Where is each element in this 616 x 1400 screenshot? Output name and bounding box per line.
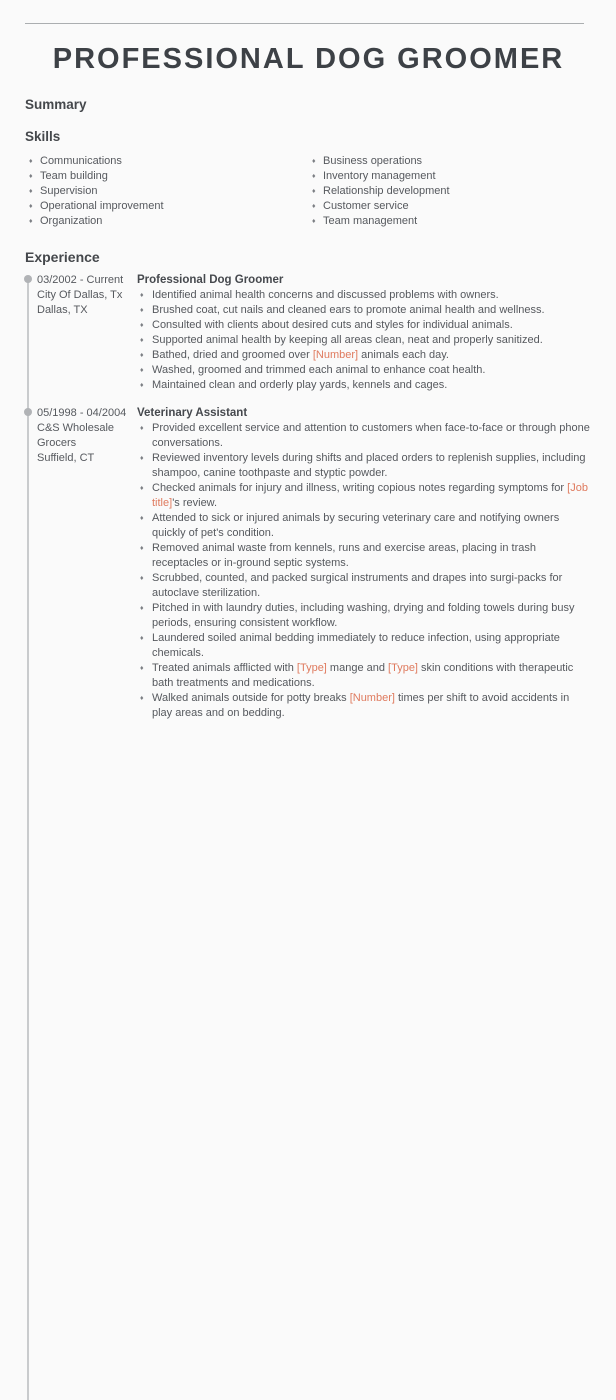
experience-heading: Experience [25,249,100,266]
skill-item: ♦ Team building [25,169,308,184]
job-bullet: ♦ Pitched in with laundry duties, including washing, drying and folding towels during busy periods, ensuring consistent workflow. [137,601,592,631]
job-bullet: ♦ Brushed coat, cut nails and cleaned ears to promote animal health and wellness. [137,303,592,318]
skills-list [25,154,592,229]
job-employer: City Of Dallas, Tx [37,289,123,302]
job-bullet-list [137,288,592,393]
skill-item: ♦ Relationship development [308,184,573,199]
header-divider [25,23,584,24]
job-details [137,406,592,721]
placeholder-token: [Type] [296,662,327,675]
job-bullet: ♦ Identified animal health concerns and discussed problems with owners. [137,288,592,303]
skill-item: ♦ Inventory management [308,169,573,184]
job-bullet-list [137,421,592,721]
job-location: Suffield, CT [37,452,95,465]
job-title: Veterinary Assistant [137,407,248,420]
skills-column-2 [308,154,573,229]
job-dates: 05/1998 - 04/2004 [37,407,127,420]
summary-heading: Summary [25,97,87,113]
timeline-dot [24,408,32,416]
job-bullet: ♦ Scrubbed, counted, and packed surgical instruments and drapes into surgi-packs for autoclave sterilization. [137,571,592,601]
job-dates: 03/2002 - Current [37,274,124,287]
skills-heading: Skills [25,129,61,145]
job-bullet: ♦ Checked animals for injury and illness, writing copious notes regarding symptoms for [Job title]'s review. [137,481,592,511]
job-meta [37,406,137,721]
placeholder-token: [Job title] [152,482,588,510]
job-bullet: ♦ Attended to sick or injured animals by securing veterinary care and notifying owners quickly of pet's condition. [137,511,592,541]
job-location: Dallas, TX [37,304,88,317]
skill-item: ♦ Customer service [308,199,573,214]
job-bullet: ♦ Washed, groomed and trimmed each animal to enhance coat health. [137,363,592,378]
job-bullet: ♦ Maintained clean and orderly play yards, kennels and cages. [137,378,592,393]
resume-document [0,23,616,721]
job-meta [37,273,137,393]
skill-item: ♦ Team management [308,214,573,229]
placeholder-token: [Number] [349,692,395,705]
skills-column-1 [25,154,308,229]
skill-item: ♦ Operational improvement [25,199,308,214]
skill-item: ♦ Organization [25,214,308,229]
job-bullet: ♦ Laundered soiled animal bedding immediately to reduce infection, using appropriate chemicals. [137,631,592,661]
job-bullet: ♦ Provided excellent service and attention to customers when face-to-face or through phone conversations. [137,421,592,451]
resume-title: PROFESSIONAL DOG GROOMER [52,43,565,75]
skill-item: ♦ Supervision [25,184,308,199]
job-bullet: ♦ Treated animals afflicted with [Type] mange and [Type] skin conditions with therapeutic bath treatments and medications. [137,661,592,691]
job-bullet: ♦ Bathed, dried and groomed over [Number] animals each day. [137,348,592,363]
timeline-dot [24,275,32,283]
job-title: Professional Dog Groomer [137,274,284,287]
job-entry-veterinary-assistant [25,406,592,721]
skill-item: ♦ Communications [25,154,308,169]
job-details [137,273,592,393]
job-entry-dog-groomer [25,273,592,393]
job-bullet: ♦ Reviewed inventory levels during shifts and placed orders to replenish supplies, including shampoo, canine toothpaste and styptic powder. [137,451,592,481]
job-bullet: ♦ Walked animals outside for potty breaks [Number] times per shift to avoid accidents in play areas and on bedding. [137,691,592,721]
job-employer: C&S Wholesale Grocers [37,422,115,450]
job-bullet: ♦ Supported animal health by keeping all areas clean, neat and properly sanitized. [137,333,592,348]
skill-item: ♦ Business operations [308,154,573,169]
job-bullet: ♦ Removed animal waste from kennels, runs and exercise areas, placing in trash receptacles or in-ground septic systems. [137,541,592,571]
placeholder-token: [Number] [312,349,359,362]
job-bullet: ♦ Consulted with clients about desired cuts and styles for individual animals. [137,318,592,333]
placeholder-token: [Type] [388,662,418,675]
experience-timeline [25,273,592,721]
